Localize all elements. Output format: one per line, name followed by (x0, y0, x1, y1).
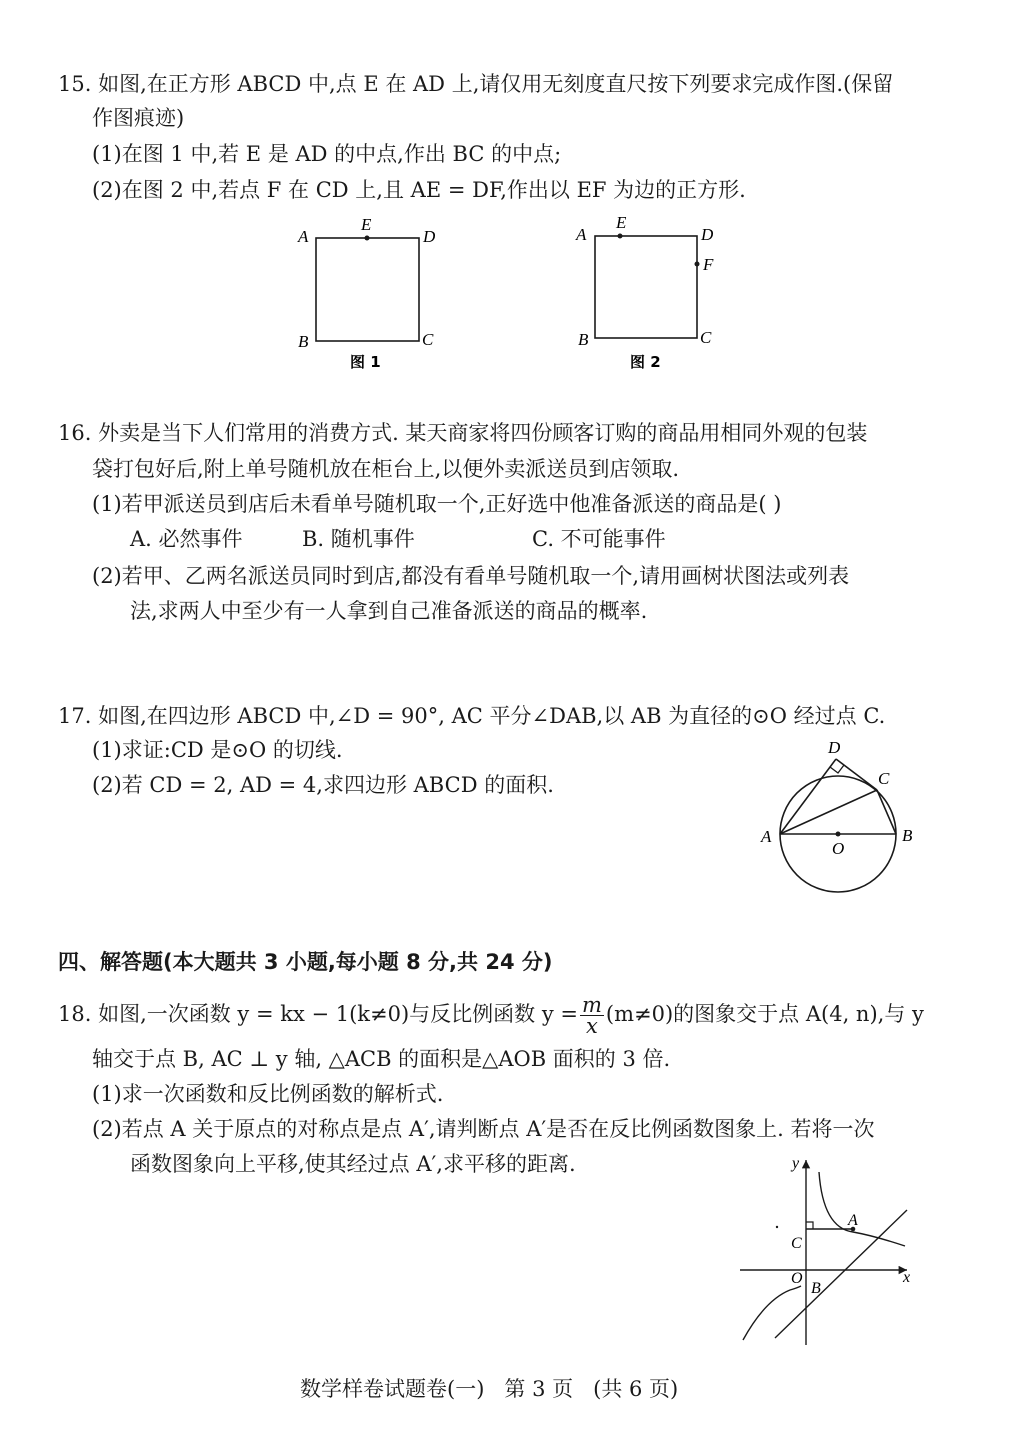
segment-ad (780, 759, 836, 834)
q18-part2-line2: 函数图象向上平移,使其经过点 A′,求平移的距离. (130, 1152, 576, 1176)
q16-stem-line2: 袋打包好后,附上单号随机放在柜台上,以便外卖派送员到店领取. (92, 457, 680, 481)
label-y: y (792, 1155, 800, 1172)
q18-stem-part-a: 18. 如图,一次函数 y = kx − 1(k≠0)与反比例函数 y = (58, 1002, 578, 1026)
label-c: C (422, 330, 434, 349)
q18-stem-part-b: (m≠0)的图象交于点 A(4, n),与 y (605, 1002, 924, 1026)
label-x: x (903, 1269, 911, 1286)
q17-part2: (2)若 CD = 2, AD = 4,求四边形 ABCD 的面积. (92, 773, 554, 797)
label-b: B (902, 826, 913, 845)
label-o: O (832, 839, 845, 858)
q17-part1: (1)求证:CD 是⊙O 的切线. (92, 738, 343, 762)
figure-1-caption: 图 1 (350, 353, 381, 371)
right-angle-mark (806, 1222, 813, 1229)
q16-option-c: C. 不可能事件 (532, 527, 666, 551)
q15-stem-line2: 作图痕迹) (92, 106, 185, 130)
q16-part2-line2: 法,求两人中至少有一人拿到自己准备派送的商品的概率. (130, 599, 648, 623)
section-4-title: 四、解答题(本大题共 3 小题,每小题 8 分,共 24 分) (58, 950, 553, 974)
figure-2-caption: 图 2 (630, 353, 661, 371)
label-b: B (811, 1280, 821, 1297)
square-abcd (595, 236, 697, 338)
label-o: O (791, 1270, 803, 1287)
hyperbola-branch-q1 (819, 1172, 905, 1246)
q15-figure-1 (290, 210, 450, 380)
fraction-m-over-x (580, 995, 604, 1036)
q15-part1: (1)在图 1 中,若 E 是 AD 的中点,作出 BC 的中点; (92, 142, 562, 166)
fraction-numerator: m (582, 993, 602, 1017)
segment-cb (877, 790, 896, 834)
label-a: A (576, 225, 587, 244)
label-b: B (298, 332, 309, 351)
label-a: A (848, 1212, 858, 1229)
stray-dot (776, 1226, 778, 1228)
fraction-denominator: x (586, 1014, 598, 1038)
label-d: D (828, 738, 841, 757)
center-o (836, 832, 841, 837)
label-c: C (878, 769, 890, 788)
q17-figure (750, 735, 930, 905)
q17-stem: 17. 如图,在四边形 ABCD 中,∠D = 90°, AC 平分∠DAB,以 AB 为直径的⊙O 经过点 C. (58, 704, 886, 728)
q18-part1: (1)求一次函数和反比例函数的解析式. (92, 1082, 444, 1106)
label-a: A (761, 827, 772, 846)
q15-figure-2 (570, 208, 730, 380)
label-b: B (578, 330, 589, 349)
label-c: C (791, 1235, 802, 1252)
point-e (618, 234, 623, 239)
q16-option-b: B. 随机事件 (302, 527, 415, 551)
q18-stem-line1 (58, 994, 924, 1036)
q16-part1: (1)若甲派送员到店后未看单号随机取一个,正好选中他准备派送的商品是( ) (92, 492, 782, 516)
label-e: E (616, 213, 627, 232)
hyperbola-branch-q3 (743, 1286, 801, 1340)
point-e (365, 236, 370, 241)
label-d: D (701, 225, 714, 244)
q16-part2-line1: (2)若甲、乙两名派送员同时到店,都没有看单号随机取一个,请用画树状图法或列表 (92, 564, 850, 588)
label-e: E (361, 215, 372, 234)
point-f (695, 262, 700, 267)
square-abcd (316, 238, 419, 341)
label-f: F (703, 255, 714, 274)
label-a: A (298, 227, 309, 246)
label-d: D (423, 227, 436, 246)
q18-part2-line1: (2)若点 A 关于原点的对称点是点 A′,请判断点 A′是否在反比例函数图象上. 若将一次 (92, 1117, 875, 1141)
q18-stem-line2: 轴交于点 B, AC ⊥ y 轴, △ACB 的面积是△AOB 面积的 3 倍. (92, 1047, 671, 1071)
q15-part2: (2)在图 2 中,若点 F 在 CD 上,且 AE = DF,作出以 EF 为边的正方形. (92, 178, 746, 202)
q18-figure (735, 1150, 925, 1350)
q15-stem-line1: 15. 如图,在正方形 ABCD 中,点 E 在 AD 上,请仅用无刻度直尺按下列要求完成作图.(保留 (58, 72, 894, 96)
q16-stem-line1: 16. 外卖是当下人们常用的消费方式. 某天商家将四份顾客订购的商品用相同外观的包装 (58, 421, 868, 445)
q16-option-a: A. 必然事件 (130, 527, 243, 551)
right-angle-mark (830, 765, 844, 773)
segment-dc (836, 759, 877, 790)
page-footer: 数学样卷试题卷(一) 第 3 页 (共 6 页) (300, 1377, 679, 1401)
label-c: C (700, 328, 712, 347)
